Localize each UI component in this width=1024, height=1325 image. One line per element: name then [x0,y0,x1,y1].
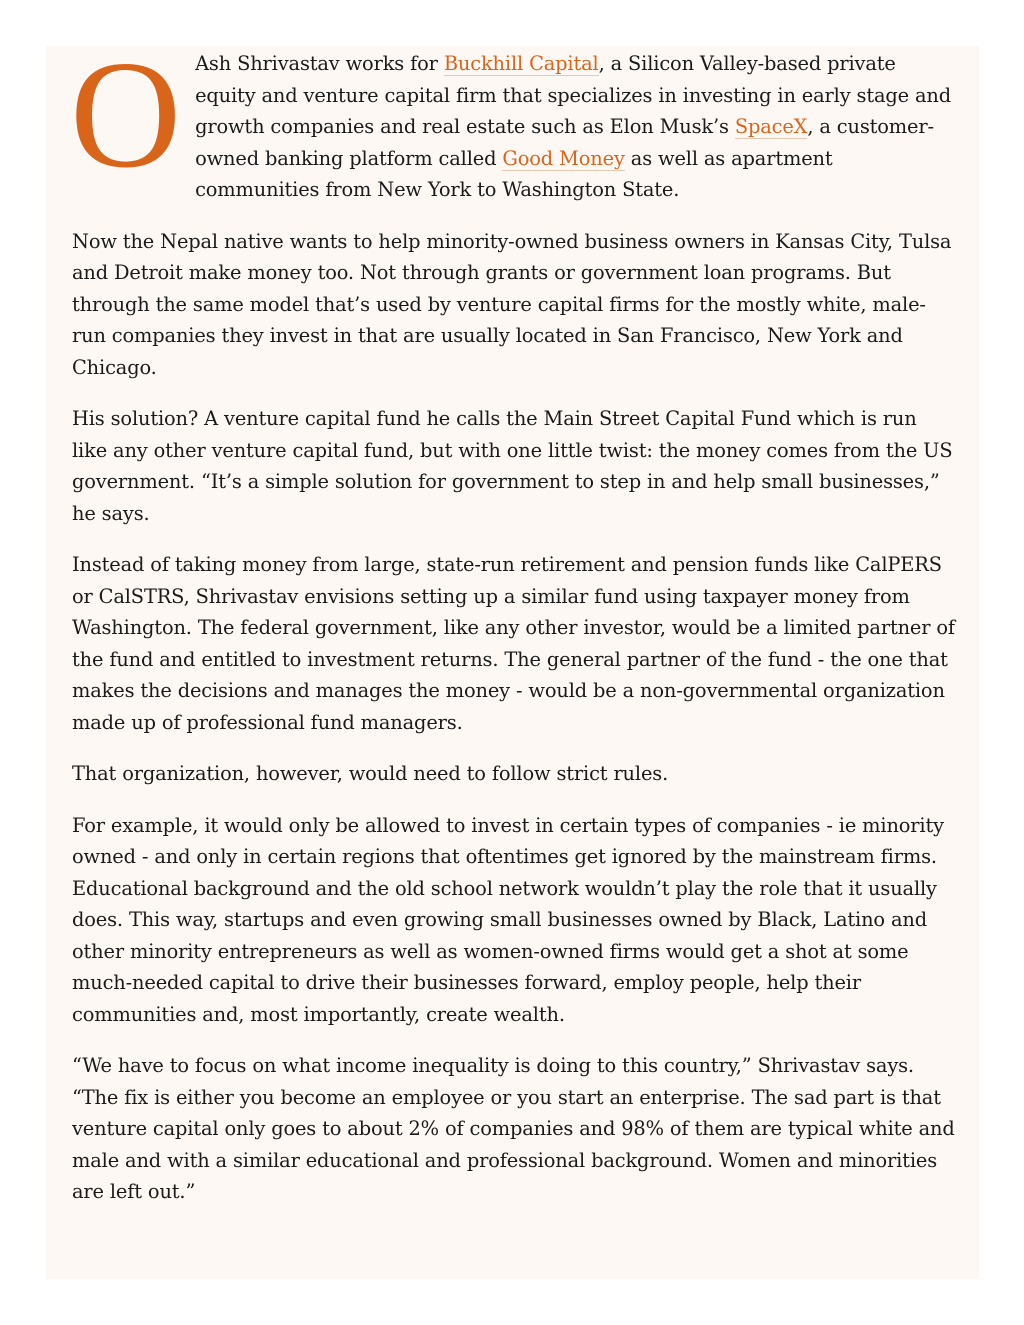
paragraph-1-text-d: as well as apartment communities from New York to Washington State. [195,146,833,201]
article-body [70,30,957,1228]
drop-cap: O [70,30,182,200]
paragraph-3: His solution? A venture capital fund he calls the Main Street Capital Fund which is run like any other venture capital fund, but with one little twist: the money comes from the US government. “It’s a simple solution for government to step in and help small businesses,” he says. [72,407,953,525]
paragraph-2: Now the Nepal native wants to help minority-owned business owners in Kansas City, Tulsa and Detroit make money too. Not through grants or government loan programs. But through the same model that’s used by venture capital firms for the mostly white, male-run companies they invest in that are usually located in San Francisco, New York and Chicago. [72,229,952,379]
good-money-link[interactable]: Good Money [502,146,625,170]
paragraph-4: Instead of taking money from large, state-run retirement and pension funds like CalPERS or CalSTRS, Shrivastav envisions setting up a similar fund using taxpayer money from Washington. The federal government, like any other investor, would be a limited partner of the fund and entitled to investment returns. The general partner of the fund - the one that makes the decisions and manages the money - would be a non-governmental organization made up of professional fund managers. [72,553,955,734]
spacex-link[interactable]: SpaceX [734,115,808,138]
paragraph-6: For example, it would only be allowed to invest in certain types of companies - ie minority owned - and only in certain regions that oftentimes get ignored by the mainstream firms. Educational background and the old school network wouldn’t play the role that it usually does. This way, startups and even growing small businesses owned by Black, Latino and other minority entrepreneurs as well as women-owned firms would get a shot at some much-needed capital to drive their businesses forward, employ people, help their communities and, most importantly, create wealth. [72,813,944,1026]
paragraph-1-text-b: , a Silicon Valley-based private equity and venture capital firm that specializes in investing in early stage and growth companies and real estate such as Elon Musk’s [195,52,951,138]
paragraph-1 [70,30,957,206]
article-card [46,30,979,1279]
paragraph-7: “We have to focus on what income inequality is doing to this country,” Shrivastav says. “The fix is either you become an employee or you start an enterprise. The sad part is that venture capital only goes to about 2% of companies and 98% of them are typical white and male and with a similar educational and professional background. Women and minorities are left out.” [72,1054,955,1203]
paragraph-5: That organization, however, would need to follow strict rules. [72,762,669,785]
paragraph-1-text-c: , a customer-owned banking platform called [195,115,934,170]
buckhill-capital-link[interactable]: Buckhill Capital [443,52,599,75]
paragraph-1-text-a: Ash Shrivastav works for [195,52,444,75]
